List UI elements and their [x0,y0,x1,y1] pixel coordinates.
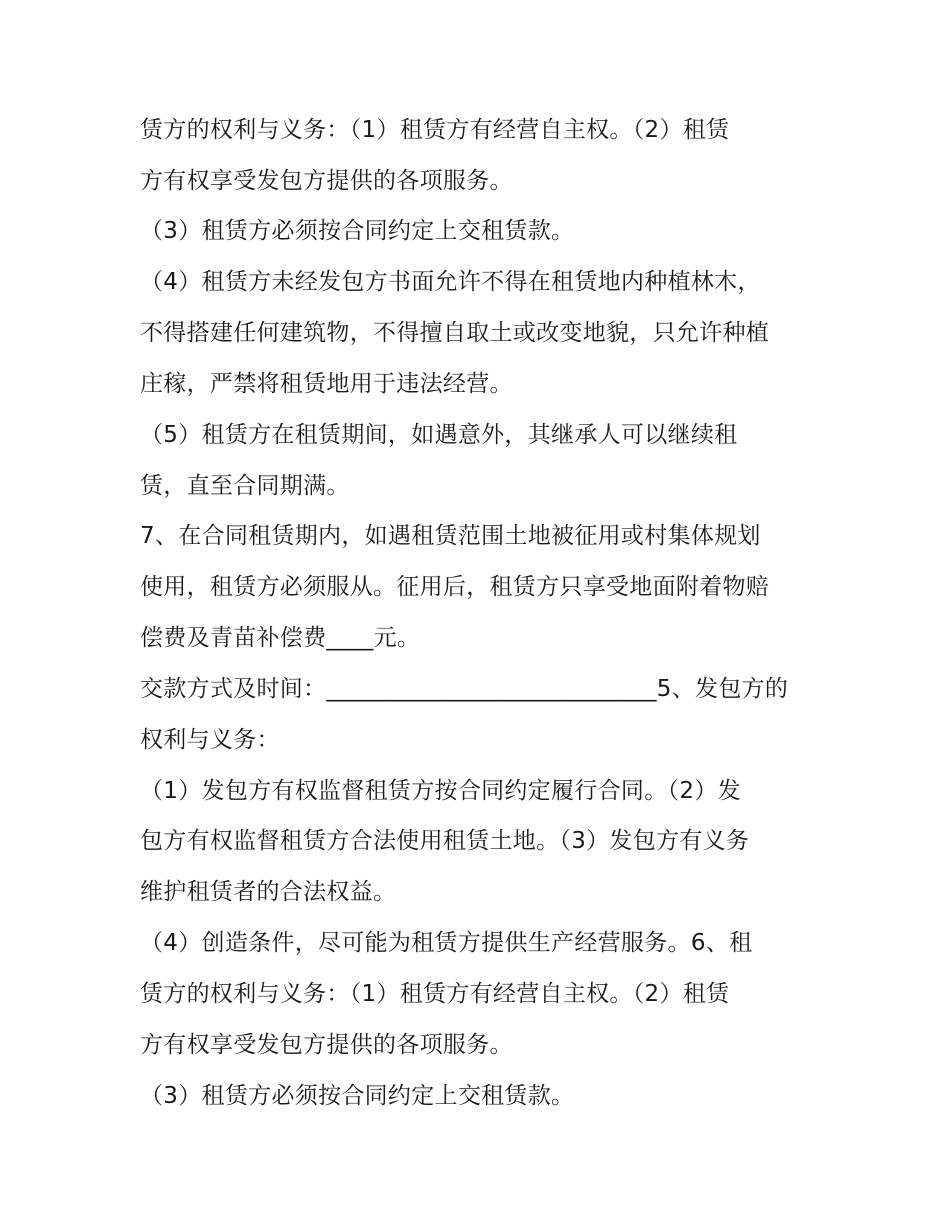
text-line: 赁方的权利与义务：（1）租赁方有经营自主权。（2）租赁 [140,117,730,143]
text-line: （4）创造条件，尽可能为租赁方提供生产经营服务。6、租 [140,930,753,956]
text-line: 交款方式及时间：____________________________5、发包方的 [140,676,789,702]
text-line: （5）租赁方在租赁期间，如遇意外，其继承人可以继续租 [140,422,738,448]
text-line: 权利与义务： [140,727,280,753]
text-line: （4）租赁方未经发包方书面允许不得在租赁地内种植林木， [140,269,761,295]
text-line: 不得搭建任何建筑物，不得擅自取土或改变地貌，只允许种植 [140,320,770,346]
text-line: 偿费及青苗补偿费____元。 [140,625,421,651]
text-line: 赁方的权利与义务：（1）租赁方有经营自主权。（2）租赁 [140,981,730,1007]
text-line: 赁，直至合同期满。 [140,473,350,499]
text-line: （3）租赁方必须按合同约定上交租赁款。 [140,1083,575,1109]
text-line: 使用，租赁方必须服从。征用后，租赁方只享受地面附着物赔 [140,574,770,600]
text-line: 包方有权监督租赁方合法使用租赁土地。（3）发包方有义务 [140,828,750,854]
text-line: 方有权享受发包方提供的各项服务。 [140,1032,513,1058]
text-line: （1）发包方有权监督租赁方按合同约定履行合同。（2）发 [140,778,741,804]
text-line: 方有权享受发包方提供的各项服务。 [140,168,513,194]
text-line: 维护租赁者的合法权益。 [140,879,397,905]
text-line: （3）租赁方必须按合同约定上交租赁款。 [140,218,575,244]
text-line: 7、在合同租赁期内，如遇租赁范围土地被征用或村集体规划 [140,523,761,549]
text-line: 庄稼，严禁将租赁地用于违法经营。 [140,371,513,397]
